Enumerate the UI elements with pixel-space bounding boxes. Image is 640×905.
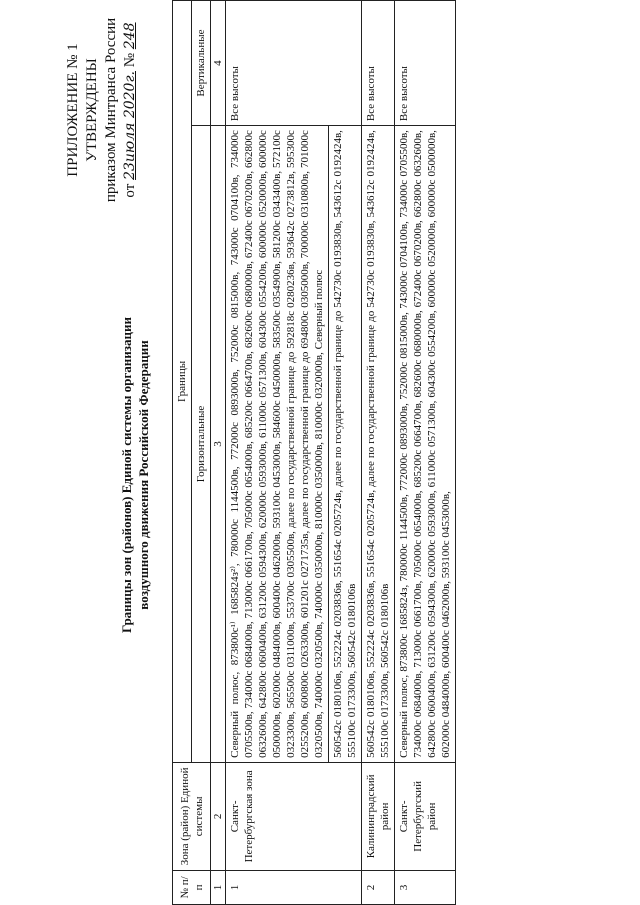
number-prefix: № [122,52,138,68]
row-vertical: Все высоты [362,1,395,126]
row-vertical: Все высоты [395,1,456,126]
row-horizontal: Северный полюс, 873800с 1685824з, 780000с 1144500в, 772000с 0893000в, 752000с 0815000в, 743000с 0704100в, 734000с 0705500в, 734000с 0684000в, 713000с 0661700в, 705000с 0654000в, 685200с 0664700в, 682600с 0680000в, 672400с 0670200в, 662800с 0632600в, 642800с 0600400в, 631200с 0594300в, 620000с 0593000в, 611000с 0571300в, 604300с 0554200в, 600000с 0520000в, 600000с 0500000в, 602000с 0484000в, 600400с 0462000в, 593100с 0453000в, [395,126,456,763]
header-num: № п/п [173,870,211,904]
table-row [226,1,362,905]
row-zone: Санкт-Петербургская зона [226,762,362,870]
order-label: приказом Минтранса России [103,17,119,203]
header-vertical: Вертикальные [192,1,211,126]
borders-table [172,0,456,905]
row-num: 3 [395,870,456,904]
approval-block [64,5,140,215]
header-zone: Зона (район) Единой системы [173,762,211,870]
col-number: 4 [211,1,226,126]
title-line-1: Границы зон (районов) Единой системы организации [119,317,134,633]
horizontal-part-1: Северный полюс, 873800с¹⁾ 1685824з²⁾, 780000с 1144500в, 772000с 0893000в, 752000с 0815000в, 743000с 0704100в, 734000с 0705500в, 734000с 0684000в, 713000с 0661700в, 705000с 0654000в, 685200с 0664700в, 682600с 0680000в, 672400с 0670200в, 662800с 0632600в, 642800с 0600400в, 631200с 0594300в, 620000с 0593000в, 611000с 0571300в, 604300с 0554200в, 600000с 0520000в, 600000с 0500000в, 602000с 0484000в, 600400с 0462000в, 593100с 0453000в, 584600с 0450000в, 583500с 0354900в, 581200с 0343400в, 572100с 0323300в, 565500с 0311000в, 553700с 0305500в, далее по государственной границе до 592818с 0280236в, 593642с 0273812в, 595300с 0255200в, 600800с 0263300в, 601201с 0271735в, далее по государственной границе до 694800с 0305000в, 700000с 0310800в, 701000с 0320500в, 740000с 0320500в, 740000с 0350000в, 810000с 0350000в, 810000с 0320000в, Северный полюс [229,130,325,758]
header-borders: Границы [173,1,192,763]
row-num: 2 [362,870,395,904]
horizontal-part-2: 560542с 0180106в, 552224с 0203836в, 551654с 0205724в, далее по государственной границе до 542730с 0193830в, 543612с 0192424в, 555100с 0173300в, 560542с 0180106в [328,126,359,762]
row-zone: Санкт-Петербургский район [395,762,456,870]
column-number-row [211,1,226,905]
order-number: 248 [122,22,138,50]
col-number: 2 [211,762,226,870]
row-vertical: Все высоты [226,1,362,126]
table-row [362,1,395,905]
row-horizontal: 560542с 0180106в, 552224с 0203836в, 551654с 0205724в, далее по государственной границе до 542730с 0193830в, 543612с 0192424в, 555100с 0173300в, 560542с 0180106в [362,126,395,763]
appendix-label: ПРИЛОЖЕНИЕ № 1 [65,43,81,177]
date-prefix: от [122,183,138,198]
row-zone: Калининградский район [362,762,395,870]
borders-table-wrapper [172,0,612,905]
order-date: 23июля 2020г. [122,71,138,180]
approved-label: УТВЕРЖДЕНЫ [84,58,100,162]
col-number: 3 [211,126,226,763]
table-row [395,1,456,905]
header-row [173,1,192,905]
col-number: 1 [211,870,226,904]
title-line-2: воздушного движения Российской Федерации [136,340,151,610]
row-horizontal [226,126,362,763]
header-horizontal: Горизонтальные [192,126,211,763]
order-date-line [121,5,140,215]
document-title [118,195,152,755]
row-num: 1 [226,870,362,904]
